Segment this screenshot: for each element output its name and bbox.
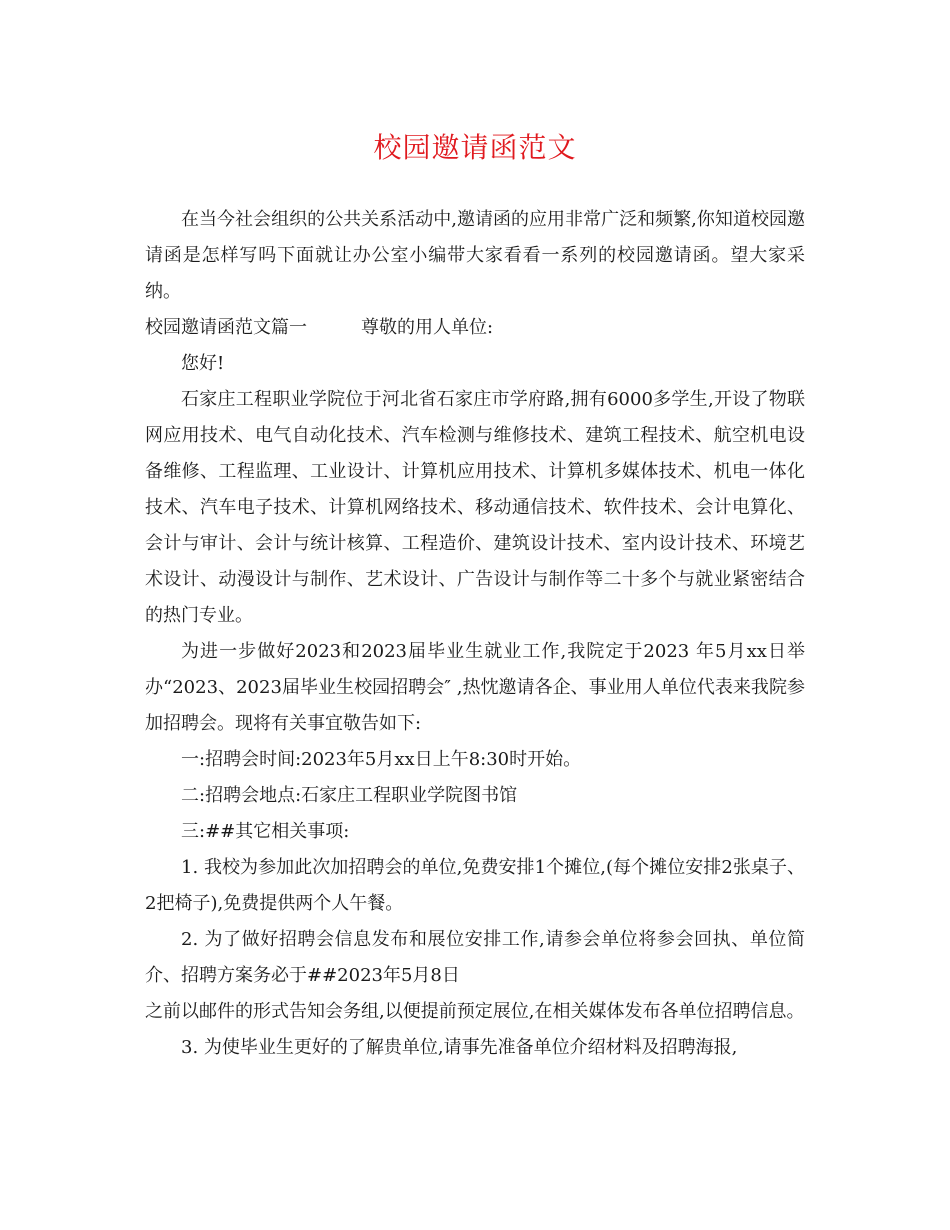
item-other-paragraph: 三:##其它相关事项:	[181, 821, 350, 842]
item-place-paragraph: 二:招聘会地点:石家庄工程职业学院图书馆	[181, 785, 518, 806]
salutation: 尊敬的用人单位:	[361, 317, 494, 338]
note-3-paragraph: 3. 为使毕业生更好的了解贵单位,请事先准备单位介绍材料及招聘海报,	[181, 1037, 738, 1058]
section-heading	[145, 310, 805, 346]
section-label: 校园邀请函范文篇一	[145, 317, 307, 338]
document-body	[145, 202, 805, 1066]
item-time-paragraph: 一:招聘会时间:2023年5月xx日上午8:30时开始。	[181, 749, 582, 770]
note-2-continuation: 之前以邮件的形式告知会务组,以便提前预定展位,在相关媒体发布各单位招聘信息。	[145, 1001, 805, 1022]
intro-paragraph: 在当今社会组织的公共关系活动中,邀请函的应用非常广泛和频繁,你知道校园邀请函是怎样写吗下面就让办公室小编带大家看看一系列的校园邀请函。望大家采纳。	[145, 209, 805, 302]
greeting-paragraph: 您好!	[181, 353, 225, 374]
note-1-paragraph: 1. 我校为参加此次加招聘会的单位,免费安排1个摊位,(每个摊位安排2张桌子、2把椅子),免费提供两个人午餐。	[145, 857, 805, 914]
document-title: 校园邀请函范文	[373, 131, 577, 164]
school-intro-paragraph: 石家庄工程职业学院位于河北省石家庄市学府路,拥有6000多学生,开设了物联网应用技术、电气自动化技术、汽车检测与维修技术、建筑工程技术、航空机电设备维修、工程监理、工业设计、计算机应用技术、计算机多媒体技术、机电一体化技术、汽车电子技术、计算机网络技术、移动通信技术、软件技术、会计电算化、会计与审计、会计与统计核算、工程造价、建筑设计技术、室内设计技术、环境艺术设计、动漫设计与制作、艺术设计、广告设计与制作等二十多个与就业紧密结合的热门专业。	[145, 389, 805, 626]
note-2-paragraph: 2. 为了做好招聘会信息发布和展位安排工作,请参会单位将参会回执、单位简介、招聘方案务必于##2023年5月8日	[145, 929, 805, 986]
purpose-paragraph: 为进一步做好2023和2023届毕业生就业工作,我院定于2023 年5月xx日举办“2023、2023届毕业生校园招聘会″ ,热忱邀请各企、事业用人单位代表来我院参加招聘会。现将有关事宜敬告如下:	[145, 641, 805, 734]
